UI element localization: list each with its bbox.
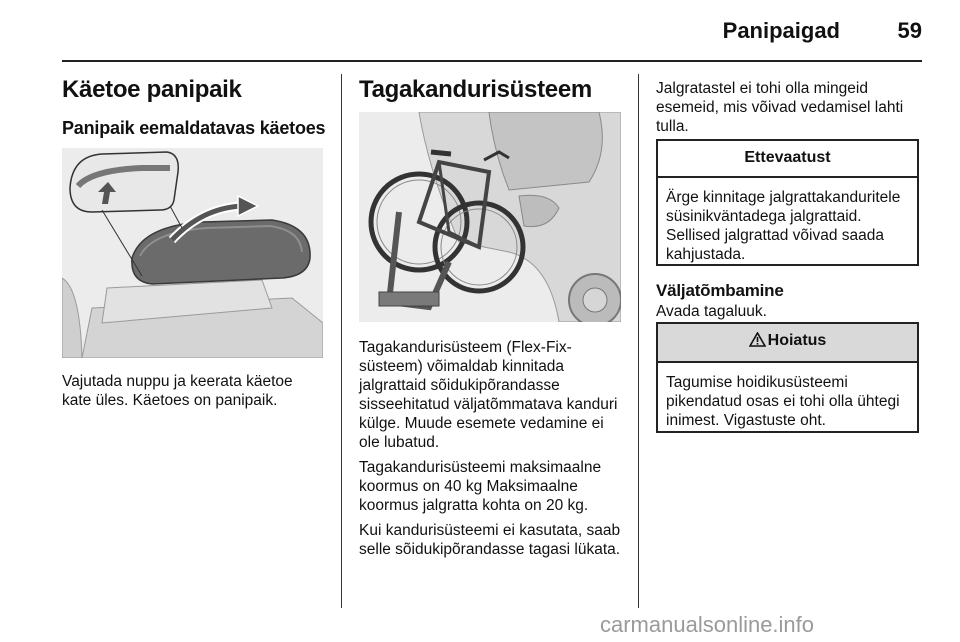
- page-number: 59: [897, 18, 922, 43]
- warning-box: [656, 322, 919, 433]
- bike-carrier-illustration: [359, 112, 621, 322]
- bike-carrier-paragraph-1: Tagakandurisüsteem (Flex-Fix-süsteem) võimaldab kinnitada jalgrattaid sõidukipõrandasse sisseehitatud väljatõmmatava kanduri külge. Muude esemete vedamine ei ole lubatud.: [359, 339, 618, 451]
- warning-text: Tagumise hoidikusüsteemi pikendatud osas ei tohi olla ühtegi inimest. Vigastuste oht.: [666, 374, 900, 429]
- bike-carrier-paragraph-3: Kui kandurisüsteemi ei kasutata, saab selle sõidukipõrandasse tagasi lükata.: [359, 522, 621, 558]
- running-header-title: Panipaigad: [722, 18, 840, 43]
- warning-title: Hoiatus: [767, 332, 827, 349]
- column-divider: [638, 74, 639, 608]
- watermark-text: carmanualsonline.info: [600, 612, 815, 637]
- bike-carrier-drawing: [359, 112, 621, 322]
- armrest-paragraph: Vajutada nuppu ja keerata käetoe kate üles. Käetoes on panipaik.: [62, 373, 293, 409]
- caution-box: [656, 139, 919, 266]
- subheading-armrest: Panipaik eemaldatavas käetoes: [62, 118, 326, 138]
- section-heading-bike-carrier: Tagakandurisüsteem: [359, 76, 592, 103]
- extraction-heading: Väljatõmbamine: [656, 281, 784, 300]
- bike-carrier-text: [359, 338, 623, 559]
- caution-text: Ärge kinnitage jalgrattakanduritele süsinikväntadega jalgrattaid. Sellised jalgrattad võivad saada kahjustada.: [666, 189, 901, 263]
- bike-carrier-paragraph-2: Tagakandurisüsteemi maksimaalne koormus on 40 kg Maksimaalne koormus jalgratta kohta on 20 kg.: [359, 459, 602, 514]
- extraction-text: Avada tagaluuk.: [656, 303, 767, 320]
- section-heading-armrest: Käetoe panipaik: [62, 76, 242, 103]
- caution-title: Ettevaatust: [658, 141, 917, 178]
- armrest-drawing: [62, 148, 323, 358]
- column-divider: [341, 74, 342, 608]
- warning-triangle-icon: [749, 332, 766, 352]
- intro-paragraph: Jalgratastel ei tohi olla mingeid esemeid, mis võivad vedamisel lahti tulla.: [656, 80, 904, 135]
- header-divider: [62, 60, 922, 62]
- armrest-illustration: [62, 148, 323, 358]
- warning-header: [658, 324, 917, 363]
